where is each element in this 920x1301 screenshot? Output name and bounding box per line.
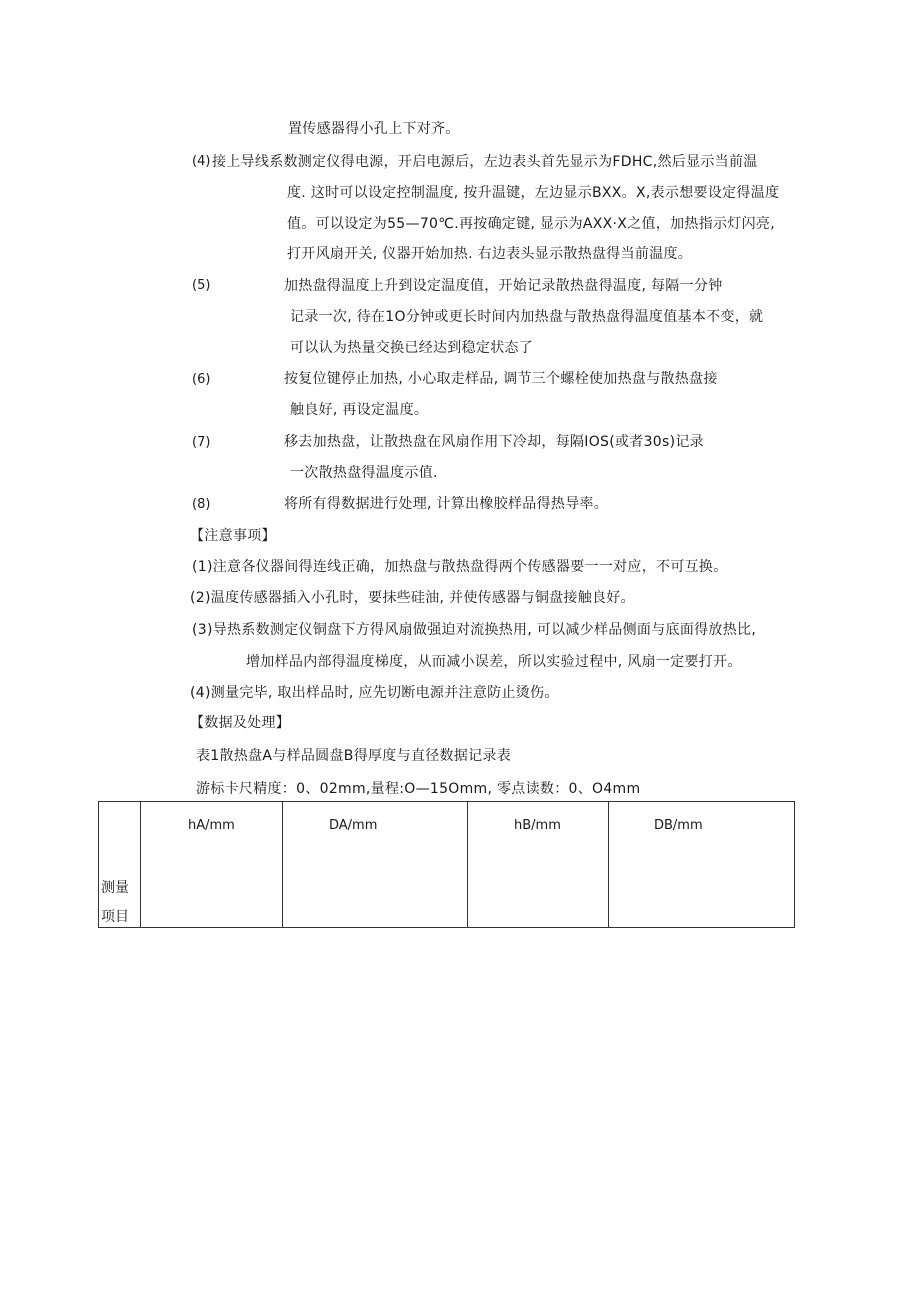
step-4-line-3: 值。可以设定为55—70℃.再按确定键, 显示为AXX·X之值，加热指示灯闪亮, <box>287 216 775 232</box>
caliper-info: 游标卡尺精度：0、02mm,量程:O—15Omm, 零点读数：0、O4mm <box>196 781 641 797</box>
note-2: (2)温度传感器插入小孔时，要抹些硅油, 并使传感器与铜盘接触良好。 <box>190 590 635 606</box>
step-5-line-1: 加热盘得温度上升到设定温度值，开始记录散热盘得温度, 每隔一分钟 <box>284 278 723 294</box>
step-6-line-1: 按复位键停止加热, 小心取走样品, 调节三个螺栓使加热盘与散热盘接 <box>284 371 718 387</box>
row-label <box>101 874 129 932</box>
header-da: DA/mm <box>329 818 378 833</box>
note-3-line-2: 增加样品内部得温度梯度，从而减小误差，所以实验过程中, 风扇一定要打开。 <box>246 654 742 670</box>
table-caption: 表1散热盘A与样品圆盘B得厚度与直径数据记录表 <box>196 748 511 764</box>
step-4-line-1: 接上导线系数测定仪得电源，开启电源后，左边表头首先显示为FDHC,然后显示当前温 <box>212 154 758 170</box>
row-label-cell <box>99 802 141 928</box>
header-db: DB/mm <box>654 818 703 833</box>
cell-db <box>609 802 795 928</box>
row-label-line-1: 测量 <box>101 880 129 896</box>
header-ha: hA/mm <box>188 818 235 833</box>
header-hb: hB/mm <box>514 818 561 833</box>
note-3-line-1: (3)导热系数测定仪铜盘下方得风扇做强迫对流换热用, 可以减少样品侧面与底面得放热比, <box>192 622 757 638</box>
step-8-line-1: 将所有得数据进行处理, 计算出橡胶样品得热导率。 <box>284 496 609 512</box>
step-5-line-3: 可以认为热量交换已经达到稳定状态了 <box>290 340 534 356</box>
step-6-number: (6) <box>192 372 211 387</box>
note-1: (1)注意各仪器间得连线正确，加热盘与散热盘得两个传感器要一一对应，不可互换。 <box>192 559 728 575</box>
record-table <box>98 801 795 928</box>
step-6-line-2: 触良好, 再设定温度。 <box>290 402 429 418</box>
cell-da <box>283 802 468 928</box>
cell-hb <box>468 802 609 928</box>
step-4-line-2: 度. 这时可以设定控制温度, 按升温键，左边显示BXX。X,表示想要设定得温度 <box>287 185 780 201</box>
cell-ha <box>141 802 283 928</box>
step-8-number: (8) <box>192 497 211 512</box>
step-5-line-2: 记录一次, 待在1O分钟或更长时间内加热盘与散热盘得温度值基本不变，就 <box>290 309 764 325</box>
step-5-number: (5) <box>192 278 211 293</box>
row-label-line-2: 项目 <box>101 909 129 925</box>
step-7-line-1: 移去加热盘，让散热盘在风扇作用下冷却，每隔IOS(或者30s)记录 <box>284 434 704 450</box>
step-4-number: (4) <box>192 154 211 169</box>
step-3-continuation: 置传感器得小孔上下对齐。 <box>288 121 460 137</box>
notes-heading: 【注意事项】 <box>190 528 276 544</box>
step-7-number: (7) <box>192 435 211 450</box>
step-7-line-2: 一次散热盘得温度示值. <box>290 465 438 481</box>
data-section-heading: 【数据及处理】 <box>190 715 291 731</box>
step-4-line-4: 打开风扇开关, 仪器开始加热. 右边表头显示散热盘得当前温度。 <box>287 246 693 262</box>
note-4: (4)测量完毕, 取出样品时, 应先切断电源并注意防止烫伤。 <box>190 685 559 701</box>
